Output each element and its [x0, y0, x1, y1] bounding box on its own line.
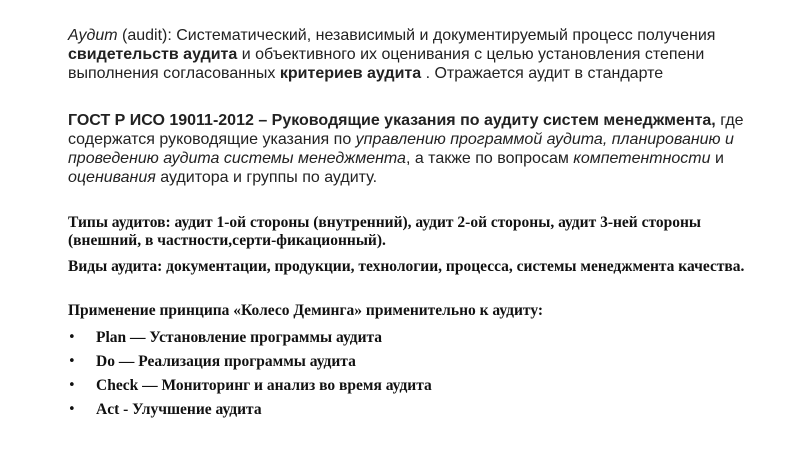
- gost-italic-1: управлению программой аудита, планированию и проведению аудита системы менеджмента: [68, 131, 734, 167]
- pdca-list: [68, 326, 748, 422]
- audit-criteria-term: критериев аудита: [279, 65, 422, 82]
- definition-text-3: . Отражается аудит в стандарте: [421, 65, 664, 82]
- bullet-icon: •: [68, 378, 76, 393]
- list-item: [68, 326, 748, 350]
- definition-text-2: и объективного их оценивания с целью установления степени выполнения согласованных: [68, 46, 705, 82]
- gost-text-4: аудитора и группы по аудиту.: [155, 169, 378, 186]
- list-item: [68, 398, 748, 422]
- pdca-item-do: Do — Реализация программы аудита: [96, 353, 356, 370]
- pdca-item-plan: Plan — Установление программы аудита: [96, 329, 383, 346]
- audit-definition-paragraph: [68, 26, 748, 83]
- gost-italic-competence: компетентности: [573, 150, 711, 167]
- deming-wheel-heading: Применение принципа «Колесо Деминга» применительно к аудиту:: [68, 302, 544, 319]
- audit-evidence-term: свидетельств аудита: [68, 46, 238, 63]
- gost-text-3: и: [710, 150, 724, 167]
- audit-term: Аудит: [68, 27, 118, 44]
- list-item: [68, 350, 748, 374]
- bullet-icon: •: [68, 330, 76, 345]
- definition-text-1: (audit): Систематический, независимый и документируемый процесс получения: [117, 27, 716, 44]
- gost-text-2: , а также по вопросам: [405, 150, 574, 167]
- gost-standard-paragraph: [68, 111, 748, 187]
- pdca-item-check: Check — Мониторинг и анализ во время аудита: [96, 377, 432, 394]
- audit-kinds-paragraph: Виды аудита: документации, продукции, технологии, процесса, системы менеджмента качества.: [68, 258, 745, 275]
- gost-italic-evaluation: оценивания: [68, 169, 156, 186]
- bullet-icon: •: [68, 354, 76, 369]
- audit-types-paragraph: Типы аудитов: аудит 1-ой стороны (внутренний), аудит 2-ой стороны, аудит 3-ней стороны (внешний, в частности,серти-фикационный).: [68, 214, 702, 249]
- gost-standard-title: ГОСТ Р ИСО 19011-2012 – Руководящие указания по аудиту систем менеджмента,: [68, 112, 716, 129]
- list-item: [68, 374, 748, 398]
- bullet-icon: •: [68, 402, 76, 417]
- pdca-item-act: Act - Улучшение аудита: [96, 401, 262, 418]
- gost-text-1: где содержатся руководящие указания по: [68, 112, 744, 148]
